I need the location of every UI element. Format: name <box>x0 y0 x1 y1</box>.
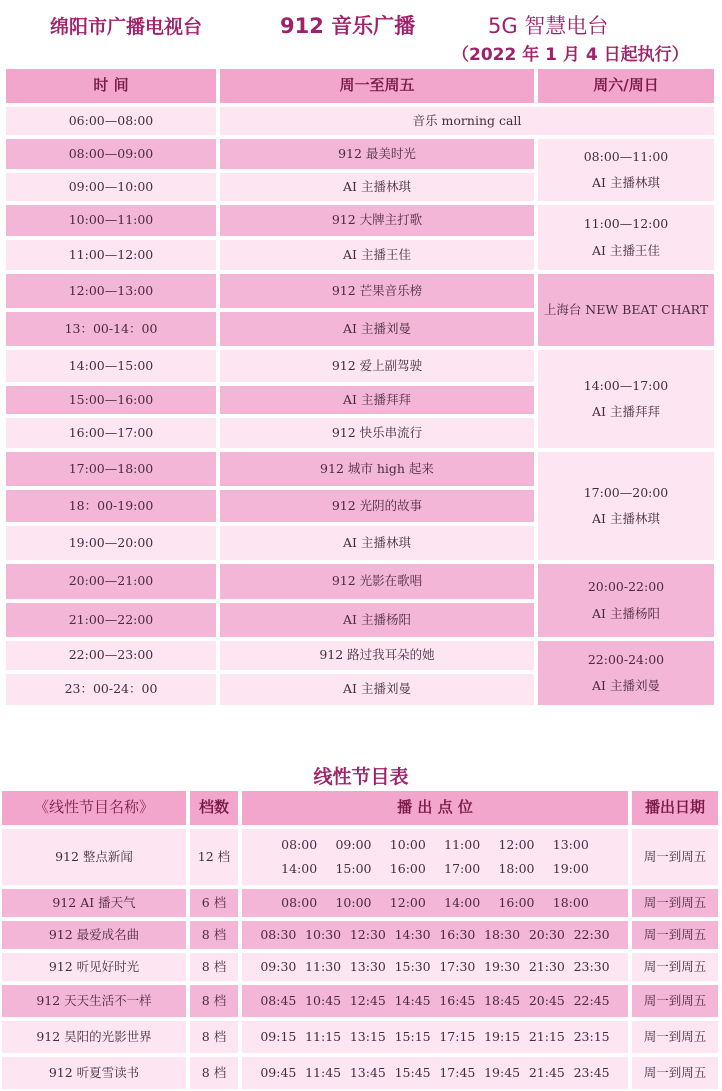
program-count: 8 档 <box>188 951 240 983</box>
time-cell: 06:00—08:00 <box>4 105 218 137</box>
slot-time: 23:45 <box>573 1064 610 1080</box>
time-cell: 09:00—10:00 <box>4 171 218 203</box>
col-header-program-name: 《线性节目名称》 <box>0 789 188 827</box>
weekday-program: 912 爱上副驾驶 <box>218 348 536 384</box>
slot-time: 15:30 <box>394 958 431 974</box>
weekend-block <box>536 348 716 450</box>
time-cell: 11:00—12:00 <box>4 238 218 272</box>
program-count: 6 档 <box>188 887 240 919</box>
time-cell: 22:00—23:00 <box>4 639 218 672</box>
slot-time: 09:00 <box>335 836 372 852</box>
weekday-program: 音乐 morning call <box>218 105 716 137</box>
slot-time: 14:00 <box>444 894 481 910</box>
weekend-host: AI 主播杨阳 <box>592 605 660 621</box>
time-cell: 17:00—18:00 <box>4 450 218 488</box>
slot-time: 15:00 <box>335 861 372 876</box>
slot-time: 20:45 <box>528 992 565 1008</box>
slot-time: 19:30 <box>484 958 521 974</box>
channel-name: 912 音乐广播 <box>280 14 416 38</box>
program-name: 912 整点新闻 <box>0 827 188 887</box>
program-count: 8 档 <box>188 983 240 1019</box>
brand-name: 5G 智慧电台 <box>488 14 609 38</box>
program-date: 周一到周五 <box>630 1055 720 1091</box>
slot-time: 13:00 <box>552 836 589 852</box>
weekday-program: 912 大牌主打歌 <box>218 203 536 238</box>
time-cell: 10:00—11:00 <box>4 203 218 238</box>
weekday-program: AI 主播杨阳 <box>218 601 536 639</box>
weekend-host: AI 主播王佳 <box>592 242 660 258</box>
slot-time: 13:45 <box>349 1064 386 1080</box>
weekend-block <box>536 450 716 562</box>
program-date: 周一到周五 <box>630 983 720 1019</box>
slot-time: 13:30 <box>349 958 386 974</box>
slot-time: 10:30 <box>305 926 342 942</box>
slot-time: 19:15 <box>484 1028 521 1044</box>
slot-time: 23:30 <box>573 958 610 974</box>
col-header-time: 时 间 <box>4 67 218 105</box>
time-cell: 12:00—13:00 <box>4 272 218 310</box>
program-name: 912 听夏雪读书 <box>0 1055 188 1091</box>
weekday-program: 912 芒果音乐榜 <box>218 272 536 310</box>
weekday-program: AI 主播刘曼 <box>218 672 536 707</box>
slot-time: 09:45 <box>260 1064 297 1080</box>
weekday-program: 912 快乐串流行 <box>218 416 536 450</box>
slot-time: 08:00 <box>281 894 318 910</box>
slot-time: 18:45 <box>484 992 521 1008</box>
time-cell: 21:00—22:00 <box>4 601 218 639</box>
slot-time: 16:00 <box>389 861 426 876</box>
slot-time: 09:15 <box>260 1028 297 1044</box>
slot-time: 16:30 <box>439 926 476 942</box>
slot-time: 23:15 <box>573 1028 610 1044</box>
time-cell: 23：00-24：00 <box>4 672 218 707</box>
col-header-weekend: 周六/周日 <box>536 67 716 105</box>
slot-time: 19:45 <box>484 1064 521 1080</box>
slot-time: 22:30 <box>573 926 610 942</box>
time-cell: 13：00-14：00 <box>4 310 218 348</box>
slot-time: 08:45 <box>260 992 297 1008</box>
weekday-program: AI 主播林琪 <box>218 524 536 562</box>
col-header-slots: 播 出 点 位 <box>240 789 630 827</box>
weekday-program: 912 最美时光 <box>218 137 536 171</box>
col-header-date: 播出日期 <box>630 789 720 827</box>
program-slots <box>240 887 630 919</box>
program-name: 912 听见好时光 <box>0 951 188 983</box>
weekend-host: AI 主播拜拜 <box>592 404 660 419</box>
program-date: 周一到周五 <box>630 827 720 887</box>
weekday-program: 912 路过我耳朵的她 <box>218 639 536 672</box>
slot-time: 10:00 <box>335 894 372 910</box>
slot-time: 16:00 <box>498 894 535 910</box>
slot-time: 14:30 <box>394 926 431 942</box>
slot-time: 15:45 <box>394 1064 431 1080</box>
col-header-weekday: 周一至周五 <box>218 67 536 105</box>
slot-time: 21:15 <box>528 1028 565 1044</box>
time-cell: 16:00—17:00 <box>4 416 218 450</box>
weekend-block <box>536 639 716 707</box>
slot-time: 09:30 <box>260 958 297 974</box>
weekday-program: 912 城市 high 起来 <box>218 450 536 488</box>
slot-time: 08:30 <box>260 926 297 942</box>
program-name: 912 昊阳的光影世界 <box>0 1019 188 1055</box>
program-name: 912 天天生活不一样 <box>0 983 188 1019</box>
program-date: 周一到周五 <box>630 919 720 951</box>
slot-time: 11:45 <box>305 1064 342 1080</box>
program-slots <box>240 951 630 983</box>
slot-time: 11:15 <box>305 1028 342 1044</box>
slot-time: 16:45 <box>439 992 476 1008</box>
slot-time: 21:45 <box>528 1064 565 1080</box>
weekend-time: 22:00-24:00 <box>587 651 665 667</box>
slot-time: 20:30 <box>528 926 565 942</box>
program-count: 8 档 <box>188 1019 240 1055</box>
time-cell: 20:00—21:00 <box>4 562 218 601</box>
program-date: 周一到周五 <box>630 1019 720 1055</box>
weekend-time: 20:00-22:00 <box>587 579 665 595</box>
program-date: 周一到周五 <box>630 951 720 983</box>
time-cell: 08:00—09:00 <box>4 137 218 171</box>
program-slots <box>240 983 630 1019</box>
slot-time: 14:00 <box>281 861 318 876</box>
slot-time: 17:00 <box>444 861 481 876</box>
program-date: 周一到周五 <box>630 887 720 919</box>
slot-time: 14:45 <box>394 992 431 1008</box>
weekend-host: AI 主播林琪 <box>592 511 660 526</box>
program-count: 8 档 <box>188 919 240 951</box>
slot-time: 17:45 <box>439 1064 476 1080</box>
weekday-program: AI 主播林琪 <box>218 171 536 203</box>
weekend-block <box>536 203 716 272</box>
col-header-count: 档数 <box>188 789 240 827</box>
slot-time: 21:30 <box>528 958 565 974</box>
program-slots <box>240 919 630 951</box>
time-cell: 19:00—20:00 <box>4 524 218 562</box>
program-count: 12 档 <box>188 827 240 887</box>
slot-time: 18:30 <box>484 926 521 942</box>
slot-time: 17:15 <box>439 1028 476 1044</box>
slot-time: 08:00 <box>281 836 318 852</box>
slot-time: 13:15 <box>349 1028 386 1044</box>
weekend-block <box>536 137 716 203</box>
slot-time: 12:00 <box>389 894 426 910</box>
effective-date: （2022 年 1 月 4 日起执行） <box>452 45 689 65</box>
weekday-program: 912 光影在歌唱 <box>218 562 536 601</box>
slot-time: 11:30 <box>305 958 342 974</box>
time-cell: 18：00-19:00 <box>4 488 218 524</box>
weekend-time: 08:00—11:00 <box>583 148 669 164</box>
program-name: 912 最爱成名曲 <box>0 919 188 951</box>
weekend-block <box>536 272 716 348</box>
weekday-program: AI 主播王佳 <box>218 238 536 272</box>
slot-time: 17:30 <box>439 958 476 974</box>
weekend-host: AI 主播刘曼 <box>592 678 660 693</box>
slot-time: 11:00 <box>444 836 481 852</box>
slot-time: 10:00 <box>389 836 426 852</box>
slot-time: 19:00 <box>552 861 589 876</box>
slot-time: 12:00 <box>498 836 535 852</box>
weekend-time: 17:00—20:00 <box>583 484 669 500</box>
station-name: 绵阳市广播电视台 <box>50 16 203 38</box>
slot-time: 10:45 <box>305 992 342 1008</box>
weekend-host: 上海台 NEW BEAT CHART <box>543 301 709 317</box>
slot-time: 18:00 <box>498 861 535 876</box>
weekend-block <box>536 562 716 639</box>
linear-table <box>0 789 720 1091</box>
slot-time: 18:00 <box>552 894 589 910</box>
weekday-program: AI 主播刘曼 <box>218 310 536 348</box>
program-slots <box>240 1019 630 1055</box>
slot-time: 15:15 <box>394 1028 431 1044</box>
program-slots <box>240 827 630 887</box>
weekend-host: AI 主播林琪 <box>592 175 660 190</box>
slot-time: 12:45 <box>349 992 386 1008</box>
program-count: 8 档 <box>188 1055 240 1091</box>
time-cell: 15:00—16:00 <box>4 384 218 416</box>
program-slots <box>240 1055 630 1091</box>
slot-time: 22:45 <box>573 992 610 1008</box>
weekday-program: 912 光阴的故事 <box>218 488 536 524</box>
linear-section-title: 线性节目表 <box>313 766 409 788</box>
weekend-time: 14:00—17:00 <box>583 377 669 393</box>
program-name: 912 AI 播天气 <box>0 887 188 919</box>
schedule-table <box>4 67 716 707</box>
weekday-program: AI 主播拜拜 <box>218 384 536 416</box>
time-cell: 14:00—15:00 <box>4 348 218 384</box>
slot-time: 12:30 <box>349 926 386 942</box>
weekend-time: 11:00—12:00 <box>583 216 669 232</box>
